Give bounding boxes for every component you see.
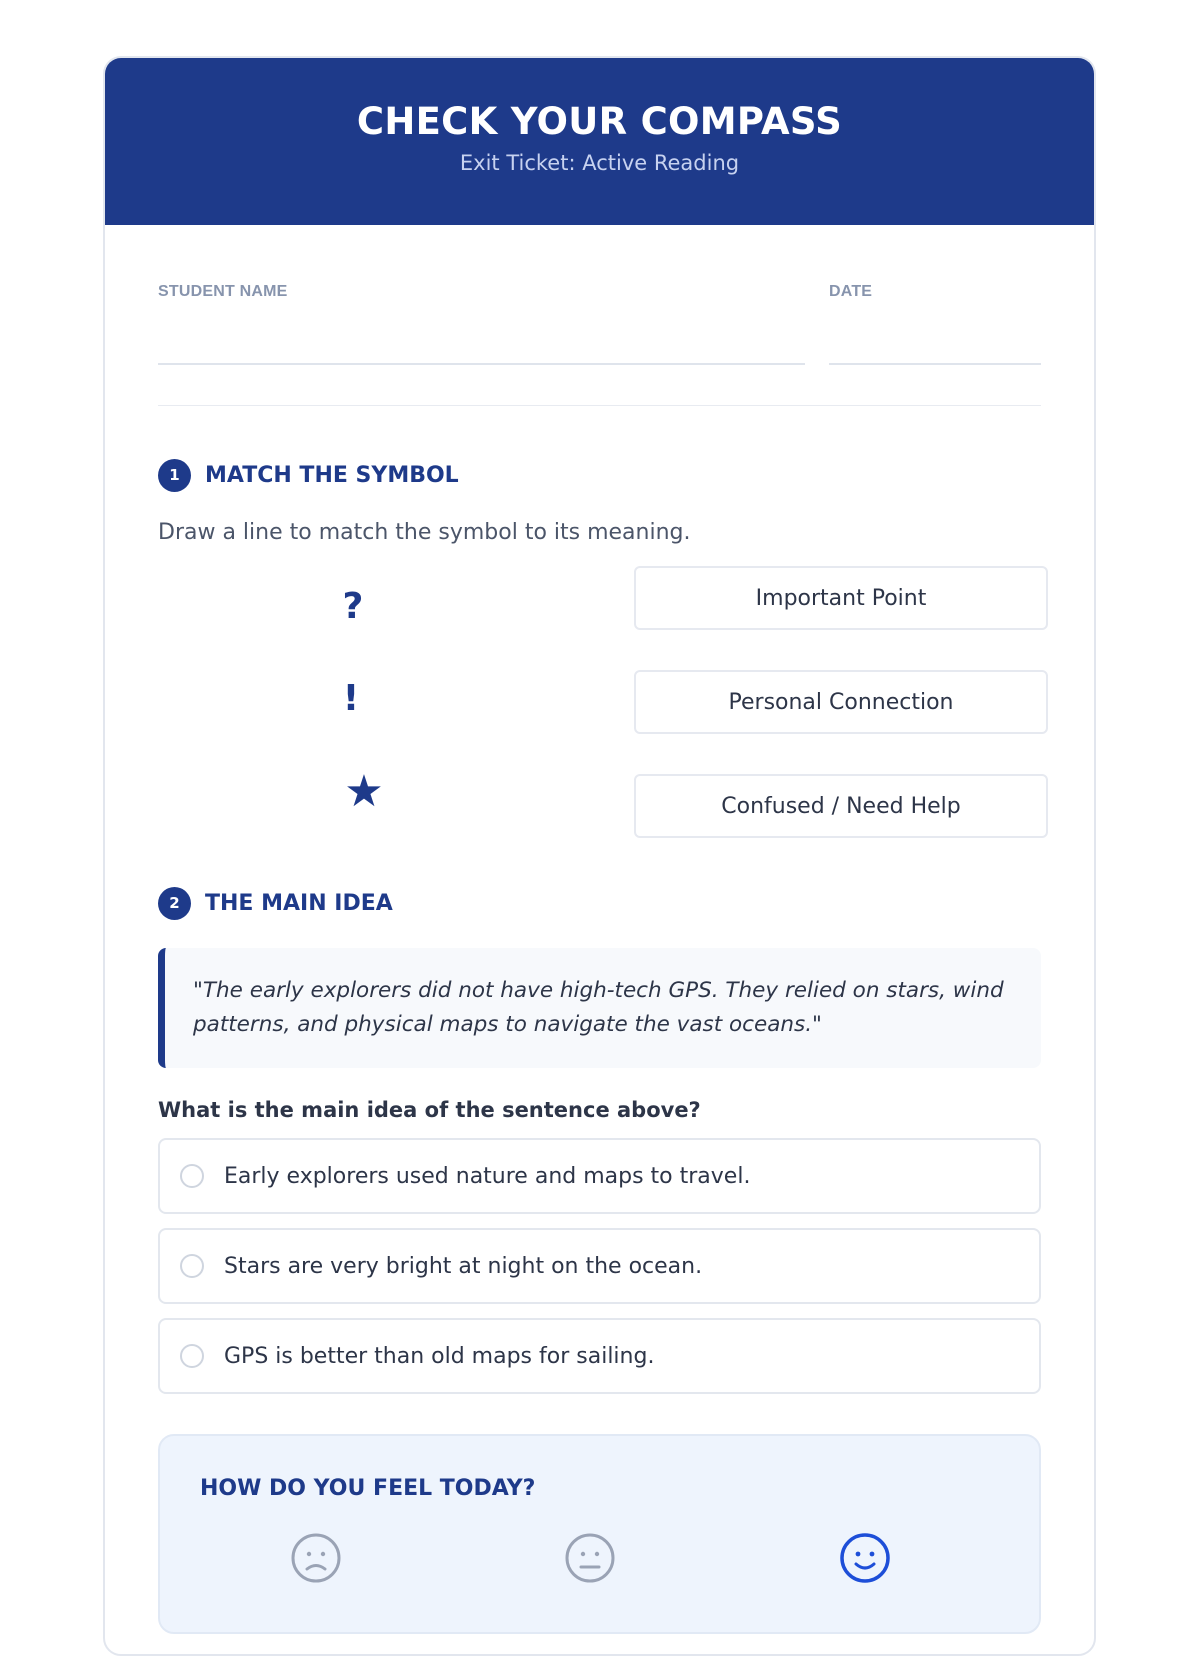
star-symbol[interactable]: ★ — [344, 766, 384, 817]
answer-option-label: Stars are very bright at night on the ocean. — [224, 1253, 703, 1279]
feeling-panel — [158, 1434, 1041, 1634]
sad-face-icon[interactable] — [290, 1532, 342, 1584]
divider — [158, 405, 1041, 406]
question-mark-symbol[interactable]: ? — [342, 586, 364, 627]
student-name-label: STUDENT NAME — [158, 283, 288, 300]
answer-option[interactable] — [158, 1318, 1041, 1394]
answer-option[interactable] — [158, 1228, 1041, 1304]
date-field[interactable] — [829, 283, 1041, 365]
match-area — [158, 566, 1041, 856]
radio-button[interactable] — [180, 1254, 204, 1278]
meaning-personal-connection[interactable]: Personal Connection — [634, 670, 1048, 734]
section-number-badge: 2 — [158, 887, 191, 920]
date-input-line[interactable] — [829, 303, 1041, 365]
answer-option-label: Early explorers used nature and maps to travel. — [224, 1163, 751, 1189]
main-idea-question: What is the main idea of the sentence above? — [158, 1098, 701, 1122]
section-title: MATCH THE SYMBOL — [205, 462, 459, 488]
match-instruction: Draw a line to match the symbol to its meaning. — [158, 520, 691, 545]
radio-button[interactable] — [180, 1344, 204, 1368]
student-name-field[interactable] — [158, 283, 805, 365]
student-name-input-line[interactable] — [158, 303, 805, 365]
happy-face-icon[interactable] — [839, 1532, 891, 1584]
meaning-confused-need-help[interactable]: Confused / Need Help — [634, 774, 1048, 838]
neutral-face-icon[interactable] — [564, 1532, 616, 1584]
exit-ticket-card — [103, 56, 1096, 1656]
quote-block: "The early explorers did not have high-tech GPS. They relied on stars, wind patterns, and physical maps to navigate the vast oceans." — [158, 948, 1041, 1068]
meaning-important-point[interactable]: Important Point — [634, 566, 1048, 630]
date-label: DATE — [829, 283, 873, 300]
radio-button[interactable] — [180, 1164, 204, 1188]
answer-option-label: GPS is better than old maps for sailing. — [224, 1343, 655, 1369]
page-title: CHECK YOUR COMPASS — [356, 100, 843, 143]
section-match-heading — [158, 458, 1041, 492]
section-title: THE MAIN IDEA — [205, 890, 393, 916]
ticket-body — [105, 225, 1094, 1634]
student-info-row — [158, 225, 1041, 365]
page-subtitle: Exit Ticket: Active Reading — [459, 151, 740, 175]
feeling-title: HOW DO YOU FEEL TODAY? — [200, 1476, 536, 1501]
answer-options — [158, 1138, 1041, 1394]
section-number-badge: 1 — [158, 459, 191, 492]
ticket-header — [105, 58, 1094, 225]
exclamation-symbol[interactable]: ! — [342, 678, 360, 719]
section-main-idea-heading — [158, 886, 1041, 920]
answer-option[interactable] — [158, 1138, 1041, 1214]
